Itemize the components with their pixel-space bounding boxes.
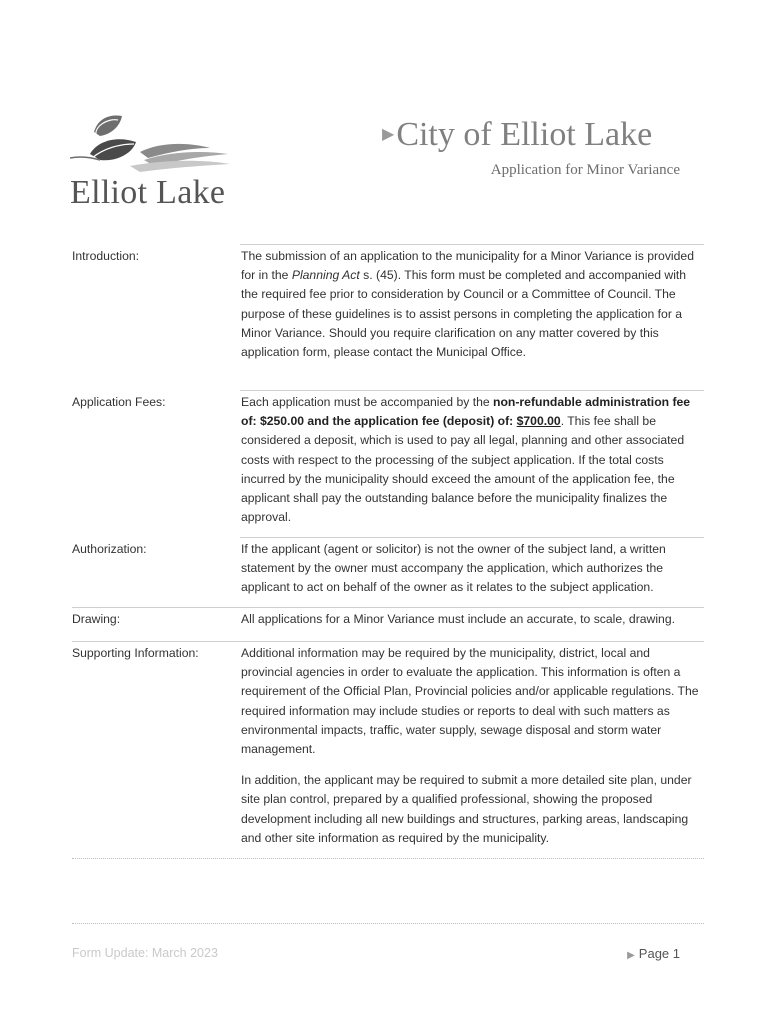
- page-title: [382, 116, 652, 154]
- fees-text-1: Each application must be accompanied by the: [241, 395, 494, 409]
- intro-text-1: The submission of an application to the municipality for a Minor Variance is provided for in the: [241, 249, 694, 283]
- section-body: All applications for a Minor Variance must include an accurate, to scale, drawing.: [241, 612, 676, 626]
- section-application-fees: [72, 393, 704, 527]
- section-body: [241, 644, 704, 848]
- supporting-paragraph: In addition, the applicant may be required to submit a more detailed site plan, under site plan control, prepared by a qualified professional, showing the proposed development including all new buildings and structures, parking areas, landscaping and other site information as required by the municipality.: [241, 773, 692, 845]
- fees-text-2: . This fee shall be considered a deposit, which is used to pay all legal, planning and other associated costs with respect to the processing of the subject application. If the total costs incurred by the municipality should exceed the amount of the application fee, the applicant shall pay the outstanding balance before the municipality finalizes the approval.: [241, 414, 685, 525]
- triangle-right-icon: ▶: [627, 950, 635, 961]
- deposit-amount: $700.00: [516, 414, 561, 429]
- section-label: Introduction:: [72, 249, 140, 263]
- leaf-hills-logo-icon: [70, 112, 250, 174]
- section-authorization: [72, 540, 704, 598]
- planning-act-reference: Planning Act: [291, 268, 360, 283]
- page-number-text: Page 1: [638, 946, 680, 961]
- footer-divider: [72, 923, 704, 924]
- page-number: [627, 946, 680, 961]
- supporting-paragraph: Additional information may be required by the municipality, district, local and provincial agencies in order to evaluate the application. This information is often a requirement of the Official Plan, Provincial policies and/or applicable regulations. The required information may include studies or reports to deal with such matters as environmental impacts, traffic, water supply, sewage disposal and storm water management.: [241, 646, 699, 757]
- section-divider: [240, 390, 704, 391]
- section-body: [241, 393, 704, 527]
- section-supporting-information: [72, 644, 704, 848]
- section-divider: [72, 641, 704, 642]
- section-label: Supporting Information:: [72, 646, 199, 660]
- page-title-text: City of Elliot Lake: [396, 116, 653, 153]
- section-label: Drawing:: [72, 612, 121, 626]
- fees-bold-text: non-refundable administration fee of: $250.00 and the application fee (deposit) of:: [241, 395, 691, 429]
- section-introduction: [72, 247, 704, 362]
- section-divider: [72, 607, 704, 608]
- section-end-divider: [72, 858, 704, 859]
- section-divider: [240, 244, 704, 245]
- section-label: Authorization:: [72, 542, 147, 556]
- form-update-date: Form Update: March 2023: [72, 946, 218, 960]
- section-drawing: [72, 610, 704, 629]
- section-body: [241, 247, 704, 362]
- intro-text-2: s. (45). This form must be completed and accompanied with the required fee prior to consideration by Council or a Committee of Council. The purpose of these guidelines is to assist persons in completing the application for a Minor Variance. Should you require clarification on any matter covered by this application form, please contact the Municipal Office.: [241, 268, 687, 360]
- logo-wordmark: Elliot Lake: [70, 174, 226, 211]
- triangle-right-icon: ▶: [382, 126, 395, 143]
- section-label: Application Fees:: [72, 395, 166, 409]
- city-logo: [70, 112, 250, 212]
- section-divider: [240, 537, 704, 538]
- page-subtitle: Application for Minor Variance: [490, 162, 680, 178]
- section-body: If the applicant (agent or solicitor) is not the owner of the subject land, a written statement by the owner must accompany the application, which authorizes the applicant to act on behalf of the owner as it relates to the subject application.: [241, 542, 666, 595]
